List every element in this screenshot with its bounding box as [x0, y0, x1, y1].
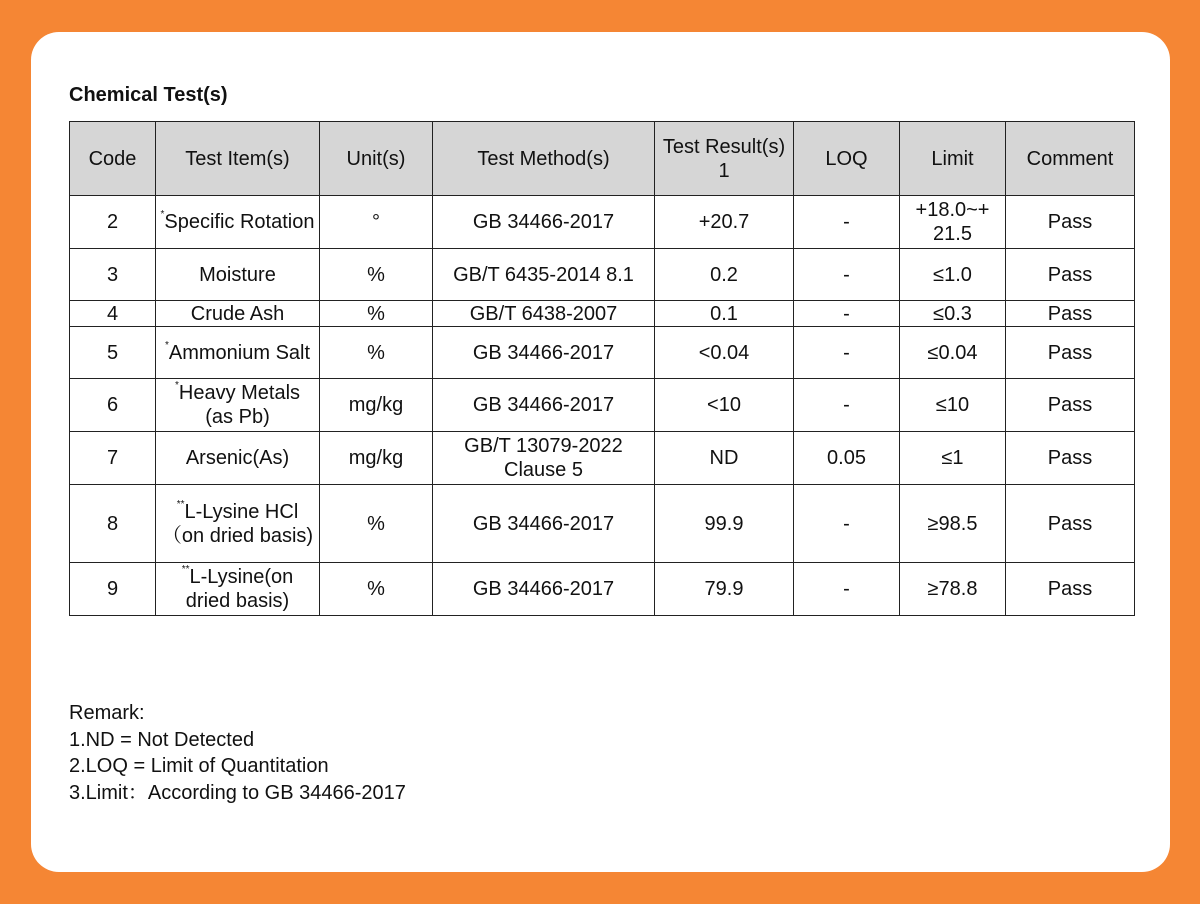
header-comment: Comment [1006, 122, 1135, 196]
cell-limit: ≤0.04 [900, 327, 1006, 379]
cell-test-item [156, 563, 320, 616]
chemical-test-table [69, 121, 1135, 616]
table-row [70, 485, 1135, 563]
cell-comment: Pass [1006, 301, 1135, 327]
cell-loq: - [794, 196, 900, 249]
footnote-marker: ** [176, 498, 185, 510]
test-item-text: L-Lysine HCl （on dried basis) [161, 500, 314, 547]
cell-result: +20.7 [655, 196, 794, 249]
test-item-text: Ammonium Salt [168, 341, 311, 364]
cell-unit: mg/kg [320, 379, 433, 432]
cell-code: 6 [70, 379, 156, 432]
cell-comment: Pass [1006, 379, 1135, 432]
cell-code: 2 [70, 196, 156, 249]
cell-test-item [156, 196, 320, 249]
cell-result: <10 [655, 379, 794, 432]
cell-limit: ≥78.8 [900, 563, 1006, 616]
header-code: Code [70, 122, 156, 196]
remarks-section [69, 700, 406, 806]
cell-loq: - [794, 301, 900, 327]
cell-code: 8 [70, 485, 156, 563]
cell-unit: % [320, 249, 433, 301]
cell-comment: Pass [1006, 485, 1135, 563]
remark-item: 2.LOQ = Limit of Quantitation [69, 755, 329, 777]
table-row [70, 249, 1135, 301]
cell-limit: ≤1.0 [900, 249, 1006, 301]
cell-method: GB/T 6435-2014 8.1 [433, 249, 655, 301]
cell-test-item [156, 327, 320, 379]
cell-method: GB/T 6438-2007 [433, 301, 655, 327]
cell-test-item [156, 301, 320, 327]
test-item-text: Crude Ash [190, 302, 285, 325]
cell-code: 3 [70, 249, 156, 301]
header-loq: LOQ [794, 122, 900, 196]
cell-unit: ° [320, 196, 433, 249]
cell-method: GB 34466-2017 [433, 563, 655, 616]
cell-comment: Pass [1006, 327, 1135, 379]
test-item-text: L-Lysine(on dried basis) [185, 566, 294, 612]
cell-method: GB 34466-2017 [433, 485, 655, 563]
table-row [70, 301, 1135, 327]
test-item-text: Moisture [199, 263, 276, 286]
cell-limit: ≤0.3 [900, 301, 1006, 327]
cell-loq: - [794, 327, 900, 379]
cell-limit: +18.0~+ 21.5 [900, 196, 1006, 249]
cell-result: 0.1 [655, 301, 794, 327]
cell-limit: ≥98.5 [900, 485, 1006, 563]
cell-unit: mg/kg [320, 432, 433, 485]
cell-unit: % [320, 485, 433, 563]
table-row [70, 327, 1135, 379]
remark-item: 1.ND = Not Detected [69, 728, 255, 751]
cell-loq: 0.05 [794, 432, 900, 485]
cell-result: 0.2 [655, 249, 794, 301]
document-card [31, 32, 1170, 872]
cell-comment: Pass [1006, 432, 1135, 485]
remarks-heading: Remark: [69, 702, 145, 724]
cell-method: GB 34466-2017 [433, 379, 655, 432]
table-row [70, 432, 1135, 485]
cell-test-item [156, 485, 320, 563]
header-unit: Unit(s) [320, 122, 433, 196]
cell-loq: - [794, 485, 900, 563]
cell-unit: % [320, 301, 433, 327]
cell-loq: - [794, 379, 900, 432]
footnote-marker: * [160, 209, 165, 220]
cell-loq: - [794, 249, 900, 301]
cell-comment: Pass [1006, 249, 1135, 301]
header-limit: Limit [900, 122, 1006, 196]
cell-code: 4 [70, 301, 156, 327]
header-test-result: Test Result(s) 1 [655, 122, 794, 196]
cell-code: 9 [70, 563, 156, 616]
table-row [70, 196, 1135, 249]
cell-loq: - [794, 563, 900, 616]
cell-method: GB/T 13079-2022 Clause 5 [433, 432, 655, 485]
table-row [70, 379, 1135, 432]
cell-result: ND [655, 432, 794, 485]
cell-unit: % [320, 327, 433, 379]
header-test-method: Test Method(s) [433, 122, 655, 196]
cell-test-item [156, 379, 320, 432]
test-item-text: Specific Rotation [164, 211, 315, 233]
section-title: Chemical Test(s) [69, 84, 228, 106]
cell-result: 99.9 [655, 485, 794, 563]
table-header-row [70, 122, 1135, 196]
cell-limit: ≤10 [900, 379, 1006, 432]
cell-code: 7 [70, 432, 156, 485]
header-test-item: Test Item(s) [156, 122, 320, 196]
cell-unit: % [320, 563, 433, 616]
remark-item: 3.Limit：According to GB 34466-2017 [69, 781, 406, 804]
cell-test-item [156, 249, 320, 301]
cell-method: GB 34466-2017 [433, 196, 655, 249]
footnote-marker: * [174, 380, 179, 391]
cell-test-item [156, 432, 320, 485]
cell-method: GB 34466-2017 [433, 327, 655, 379]
cell-result: 79.9 [655, 563, 794, 616]
footnote-marker: * [164, 339, 169, 351]
table-row [70, 563, 1135, 616]
test-item-text: Heavy Metals (as Pb) [178, 382, 301, 428]
cell-result: <0.04 [655, 327, 794, 379]
test-item-text: Arsenic(As) [185, 447, 290, 469]
cell-comment: Pass [1006, 196, 1135, 249]
cell-code: 5 [70, 327, 156, 379]
cell-comment: Pass [1006, 563, 1135, 616]
cell-limit: ≤1 [900, 432, 1006, 485]
footnote-marker: ** [181, 564, 190, 575]
